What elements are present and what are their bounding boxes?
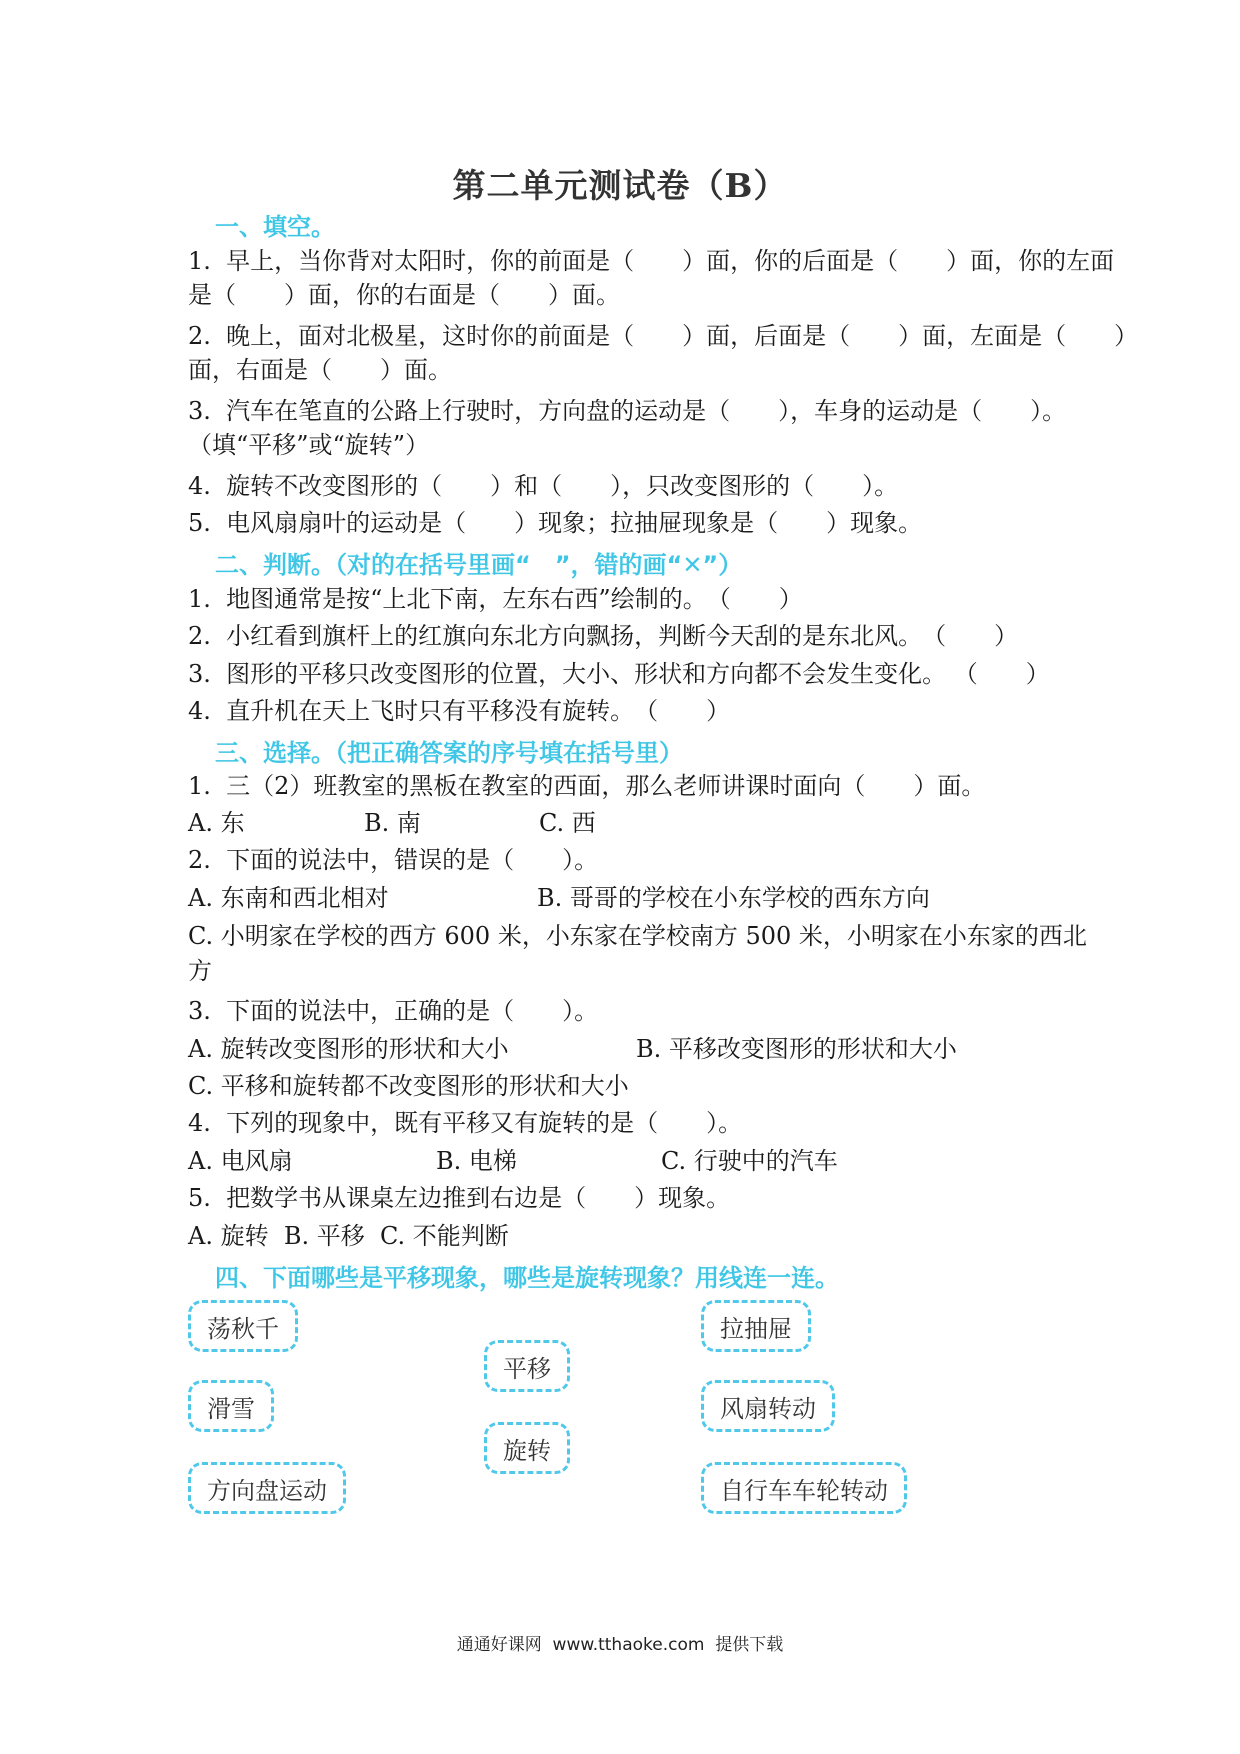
fill-q3-line1: 3. 汽车在笔直的公路上行驶时，方向盘的运动是（ ），车身的运动是（ ）。 [188,397,1067,425]
section-4-heading: 四、下面哪些是平移现象，哪些是旋转现象？用线连一连。 [215,1264,839,1292]
choice-q3-option-c: C. 平移和旋转都不改变图形的形状和大小 [188,1072,629,1100]
choice-q2: 2. 下面的说法中，错误的是（ ）。 [188,846,599,874]
match-right-bike-wheel: 自行车车轮转动 [701,1462,907,1514]
match-right-drawer: 拉抽屉 [701,1300,811,1352]
match-middle-rotation: 旋转 [484,1422,570,1474]
fill-q2-line1: 2. 晚上，面对北极星，这时你的前面是（ ）面，后面是（ ）面，左面是（ ） [188,322,1139,350]
choice-q1-option-a: A. 东 [188,809,245,837]
judge-q3: 3. 图形的平移只改变图形的位置，大小、形状和方向都不会发生变化。 （ ） [188,660,1050,688]
choice-q3-option-a: A. 旋转改变图形的形状和大小 [188,1035,509,1063]
page-title: 第二单元测试卷（B） [452,166,788,205]
choice-q4: 4. 下列的现象中，既有平移又有旋转的是（ ）。 [188,1109,743,1137]
judge-q2: 2. 小红看到旗杆上的红旗向东北方向飘扬，判断今天刮的是东北风。 （ ） [188,622,1019,650]
choice-q2-option-c-line2: 方 [188,957,212,985]
choice-q4-option-b: B. 电梯 [436,1147,517,1175]
match-left-swing: 荡秋千 [188,1300,298,1352]
choice-q1-option-c: C. 西 [539,809,596,837]
fill-q4: 4. 旋转不改变图形的（ ）和（ ），只改变图形的（ ）。 [188,472,899,500]
choice-q5-options: A. 旋转 B. 平移 C. 不能判断 [188,1222,509,1250]
choice-q2-option-b: B. 哥哥的学校在小东学校的西东方向 [537,884,930,912]
fill-q3-line2: （填“平移”或“旋转”） [188,431,430,459]
section-3-heading: 三、选择。（把正确答案的序号填在括号里） [215,739,683,767]
choice-q4-option-c: C. 行驶中的汽车 [661,1147,838,1175]
choice-q3: 3. 下面的说法中，正确的是（ ）。 [188,997,599,1025]
choice-q5: 5. 把数学书从课桌左边推到右边是（ ）现象。 [188,1184,731,1212]
fill-q1-line2: 是（ ）面，你的右面是（ ）面。 [188,281,620,309]
choice-q4-option-a: A. 电风扇 [188,1147,293,1175]
choice-q1-option-b: B. 南 [364,809,421,837]
judge-q4: 4. 直升机在天上飞时只有平移没有旋转。 （ ） [188,697,731,725]
footer-credit: 通通好课网 www.tthaoke.com 提供下载 [456,1635,784,1655]
section-1-heading: 一、填空。 [215,213,335,241]
choice-q2-option-a: A. 东南和西北相对 [188,884,389,912]
judge-q1: 1. 地图通常是按“上北下南，左东右西”绘制的。 （ ） [188,585,803,613]
fill-q2-line2: 面，右面是（ ）面。 [188,356,452,384]
fill-q5: 5. 电风扇扇叶的运动是（ ）现象；拉抽屉现象是（ ）现象。 [188,509,923,537]
match-right-fan: 风扇转动 [701,1380,835,1432]
match-left-steering-wheel: 方向盘运动 [188,1462,346,1514]
section-2-heading: 二、判断。（对的在括号里画“ ”，错的画“✕”） [215,551,743,579]
match-left-ski: 滑雪 [188,1380,274,1432]
choice-q3-option-b: B. 平移改变图形的形状和大小 [636,1035,957,1063]
choice-q2-option-c-line1: C. 小明家在学校的西方 600 米，小东家在学校南方 500 米，小明家在小东家的西北 [188,922,1087,950]
choice-q1: 1. 三（2）班教室的黑板在教室的西面，那么老师讲课时面向（ ）面。 [188,772,986,800]
match-middle-translation: 平移 [484,1340,570,1392]
fill-q1-line1: 1. 早上，当你背对太阳时，你的前面是（ ）面，你的后面是（ ）面，你的左面 [188,247,1115,275]
